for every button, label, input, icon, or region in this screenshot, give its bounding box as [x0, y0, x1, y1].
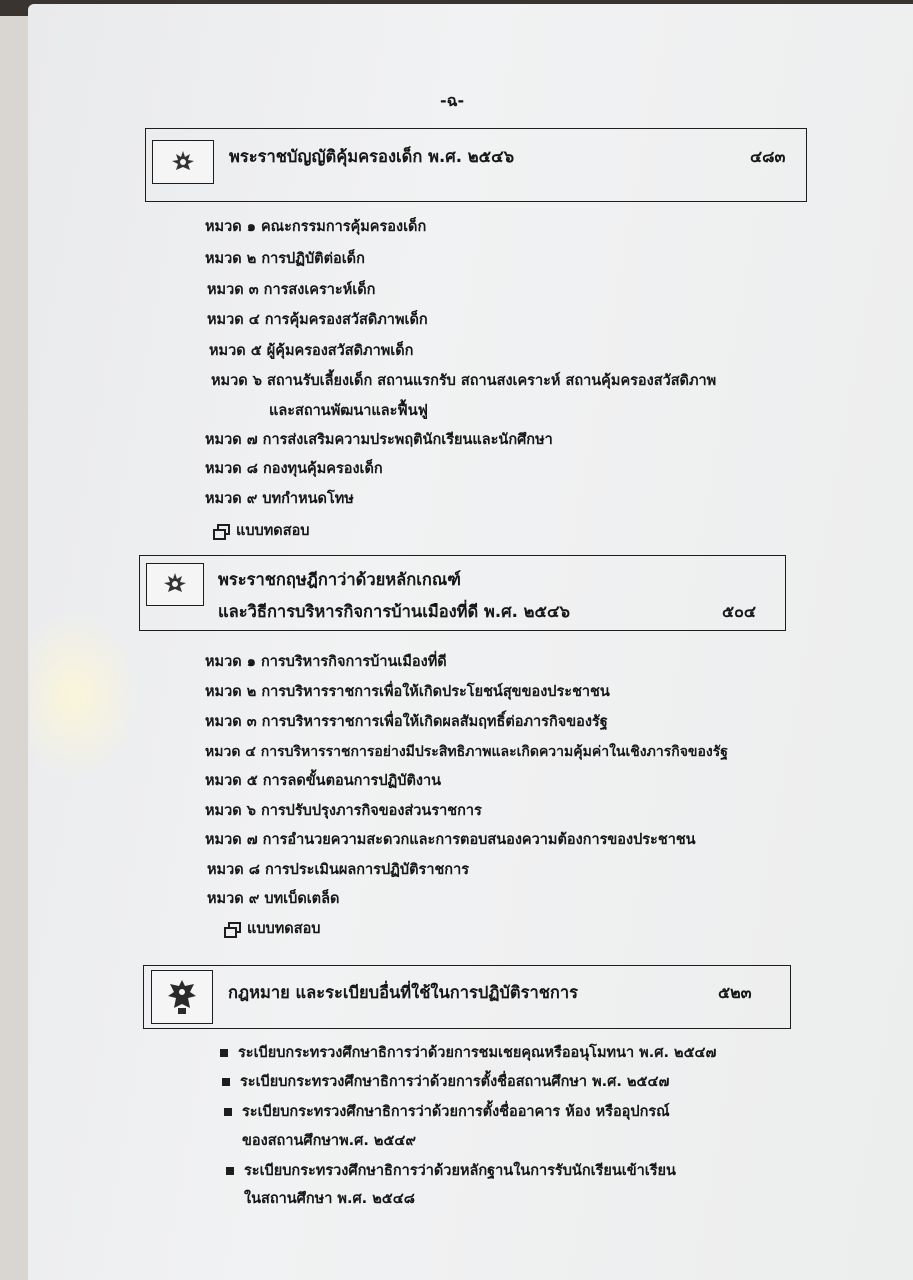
section-3-page: ๕๒๓ — [718, 983, 752, 1002]
square-bullet-icon — [222, 1078, 230, 1086]
section-2-title-line-1: พระราชกฤษฎีกาว่าด้วยหลักเกณฑ์ — [218, 570, 461, 589]
page-edge — [0, 16, 30, 1280]
document-test-icon — [213, 524, 231, 541]
section-2-item: หมวด ๘ การประเมินผลการปฏิบัติราชการ — [207, 862, 470, 878]
section-1-test-label: แบบทดสอบ — [236, 523, 310, 539]
light-glare — [30, 610, 140, 780]
garuda-emblem-icon — [166, 978, 198, 1016]
section-1-page: ๔๘๓ — [750, 147, 786, 166]
section-1-item: หมวด ๖ สถานรับเลี้ยงเด็ก สถานแรกรับ สถานสงเคราะห์ สถานคุ้มครองสวัสดิภาพ — [211, 373, 717, 389]
royal-crown-emblem-icon — [170, 149, 196, 175]
section-2-page: ๕๐๔ — [722, 602, 756, 621]
page-marker: -ฉ- — [440, 91, 465, 110]
section-2-item: หมวด ๔ การบริหารราชการอย่างมีประสิทธิภาพและเกิดความคุ้มค่าในเชิงภารกิจของรัฐ — [205, 744, 728, 760]
section-2-item: หมวด ๓ การบริหารราชการเพื่อให้เกิดผลสัมฤทธิ์ต่อภารกิจของรัฐ — [205, 714, 608, 730]
section-3-item: ระเบียบกระทรวงศึกษาธิการว่าด้วยหลักฐานในการรับนักเรียนเข้าเรียน — [244, 1163, 676, 1179]
section-2-item: หมวด ๙ บทเบ็ดเตล็ด — [207, 891, 340, 907]
section-1-item-cont: และสถานพัฒนาและฟื้นฟู — [269, 403, 428, 419]
section-2-item: หมวด ๗ การอำนวยความสะดวกและการตอบสนองความต้องการของประชาชน — [205, 832, 696, 848]
section-3-item-cont: ในสถานศึกษา พ.ศ. ๒๕๔๘ — [244, 1191, 415, 1207]
section-2-item: หมวด ๖ การปรับปรุงภารกิจของส่วนราชการ — [205, 803, 482, 819]
section-1-title: พระราชบัญญัติคุ้มครองเด็ก พ.ศ. ๒๕๔๖ — [229, 147, 515, 166]
section-2-item: หมวด ๒ การบริหารราชการเพื่อให้เกิดประโยชน์สุขของประชาชน — [205, 684, 610, 700]
section-3-item-cont: ของสถานศึกษาพ.ศ. ๒๕๔๙ — [242, 1133, 417, 1149]
section-3-item: ระเบียบกระทรวงศึกษาธิการว่าด้วยการชมเชยคุณหรืออนุโมทนา พ.ศ. ๒๕๔๗ — [238, 1045, 717, 1061]
section-3-item: ระเบียบกระทรวงศึกษาธิการว่าด้วยการตั้งชื่ออาคาร ห้อง หรืออุปกรณ์ — [242, 1104, 670, 1120]
section-1-item: หมวด ๕ ผู้คุ้มครองสวัสดิภาพเด็ก — [209, 343, 414, 359]
royal-crown-emblem-icon — [162, 571, 188, 597]
section-3-emblem-box — [151, 970, 213, 1024]
section-1-item: หมวด ๙ บทกำหนดโทษ — [205, 491, 354, 507]
section-1-item: หมวด ๘ กองทุนคุ้มครองเด็ก — [205, 461, 383, 477]
section-2-item: หมวด ๑ การบริหารกิจการบ้านเมืองที่ดี — [205, 654, 447, 670]
section-1-item: หมวด ๑ คณะกรรมการคุ้มครองเด็ก — [205, 219, 427, 235]
square-bullet-icon — [226, 1167, 234, 1175]
square-bullet-icon — [220, 1049, 228, 1057]
section-2-title-line-2: และวิธีการบริหารกิจการบ้านเมืองที่ดี พ.ศ. ๒๕๔๖ — [218, 602, 570, 621]
document-test-icon — [224, 922, 242, 939]
section-2-item: หมวด ๕ การลดขั้นตอนการปฏิบัติงาน — [205, 773, 442, 789]
section-2-emblem-box — [146, 563, 204, 606]
section-3-item: ระเบียบกระทรวงศึกษาธิการว่าด้วยการตั้งชื่อสถานศึกษา พ.ศ. ๒๕๔๗ — [240, 1074, 670, 1090]
section-1-item: หมวด ๓ การสงเคราะห์เด็ก — [207, 282, 376, 298]
section-3-title: กฎหมาย และระเบียบอื่นที่ใช้ในการปฏิบัติราชการ — [228, 983, 579, 1002]
section-1-item: หมวด ๗ การส่งเสริมความประพฤตินักเรียนและนักศึกษา — [205, 432, 553, 448]
square-bullet-icon — [224, 1108, 232, 1116]
section-1-item: หมวด ๔ การคุ้มครองสวัสดิภาพเด็ก — [207, 312, 428, 328]
section-1-item: หมวด ๒ การปฏิบัติต่อเด็ก — [205, 251, 365, 267]
section-1-emblem-box — [152, 140, 214, 184]
section-2-test-label: แบบทดสอบ — [247, 921, 321, 937]
